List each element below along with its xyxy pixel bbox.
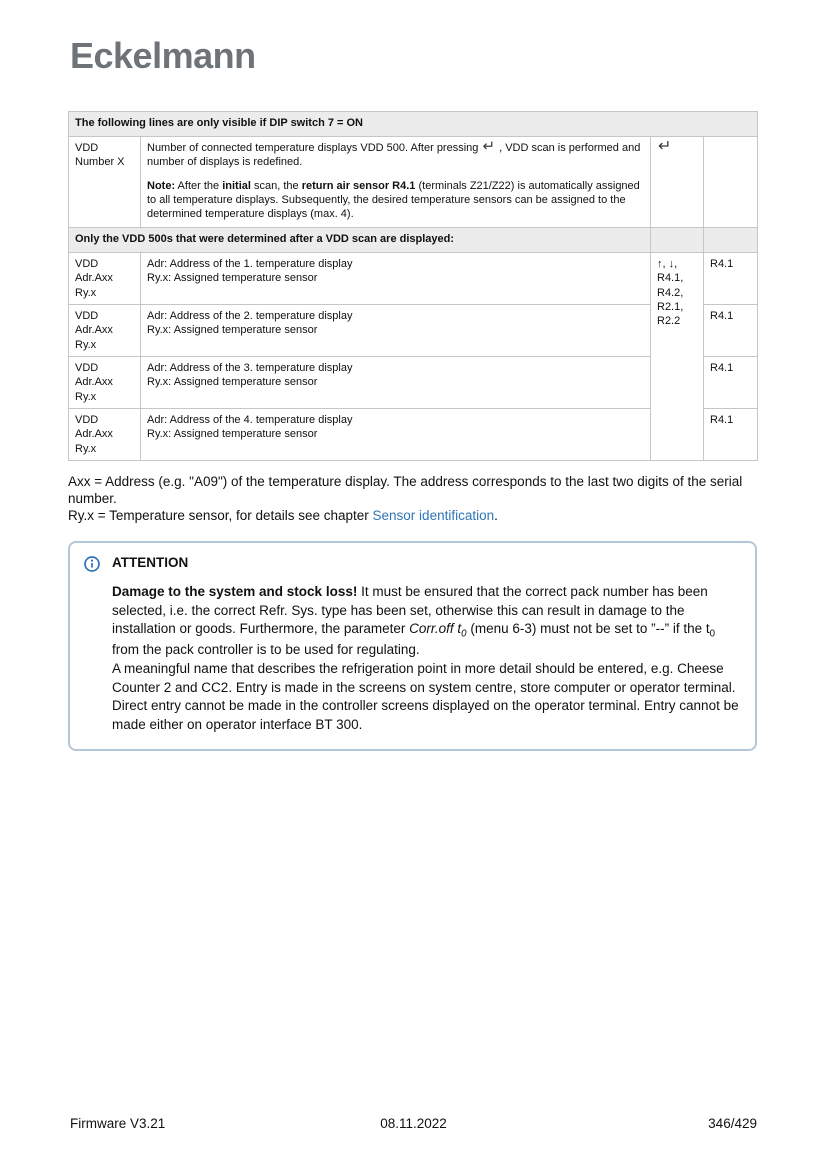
footer-firmware-version: Firmware V3.21 bbox=[70, 1116, 166, 1131]
enter-icon: ↵ bbox=[658, 138, 672, 155]
param-name-cell: VDD Adr.Axx Ry.x bbox=[69, 305, 141, 357]
page-footer bbox=[70, 1116, 757, 1131]
param-name-cell: VDD Adr.Axx Ry.x bbox=[69, 357, 141, 409]
default-cell: R4.1 bbox=[704, 409, 758, 461]
attention-body bbox=[112, 583, 743, 734]
company-logo: Eckelmann bbox=[70, 35, 256, 76]
document-page bbox=[68, 0, 757, 751]
keys-cell bbox=[651, 137, 704, 228]
attention-box bbox=[68, 541, 757, 750]
empty-header-cell bbox=[704, 228, 758, 253]
param-name-cell: VDD Adr.Axx Ry.x bbox=[69, 409, 141, 461]
keys-cell: ↑, ↓, R4.1, R4.2, R2.1, R2.2 bbox=[651, 253, 704, 461]
table-section-header-dip7 bbox=[69, 112, 758, 137]
section-header-text: Only the VDD 500s that were determined after a VDD scan are displayed: bbox=[69, 228, 651, 253]
table-section-header-scan bbox=[69, 228, 758, 253]
default-cell bbox=[704, 137, 758, 228]
table-row-display-1 bbox=[69, 253, 758, 305]
param-name-cell: VDD Adr.Axx Ry.x bbox=[69, 253, 141, 305]
legend-notes bbox=[68, 473, 757, 524]
table-row-vdd-number bbox=[69, 137, 758, 228]
attention-paragraph-2: A meaningful name that describes the refrigeration point in more detail should be entered, e.g. Cheese Counter 2 and CC2. Entry is made in the screens on system centre, store computer or operator terminal. Direct entry cannot be made in the controller screens displayed on the operator terminal. Entry cannot be made either on operator interface BT 300. bbox=[112, 661, 739, 732]
default-cell: R4.1 bbox=[704, 305, 758, 357]
attention-title: ATTENTION bbox=[112, 555, 189, 571]
param-desc-cell bbox=[141, 137, 651, 228]
parameter-table bbox=[68, 111, 758, 461]
attention-header bbox=[84, 554, 743, 573]
legend-line-ryx: Ry.x = Temperature sensor, for details see chapter Sensor identification. bbox=[68, 508, 498, 524]
default-cell: R4.1 bbox=[704, 253, 758, 305]
attention-paragraph-1: Damage to the system and stock loss! It must be ensured that the correct pack number has been selected, i.e. the correct Refr. Sys. type has been set, otherwise this can result in damage to the installation or goods. Furthermore, the parameter Corr.off $t_0$ (menu 6-3) must not be set to ”--” if the $t_0$ from the pack controller is to be used for regulating. bbox=[112, 584, 716, 658]
param-desc-text: Number of connected temperature displays VDD 500. After pressing ↵ , VDD scan is performed and number of displays is redefined. bbox=[147, 138, 641, 169]
sensor-identification-link[interactable]: Sensor identification bbox=[372, 508, 495, 524]
param-desc-cell: Adr: Address of the 1. temperature display Ry.x: Assigned temperature sensor bbox=[141, 253, 651, 305]
default-cell: R4.1 bbox=[704, 357, 758, 409]
section-header-text: The following lines are only visible if DIP switch 7 = ON bbox=[69, 112, 758, 137]
param-name-cell: VDD Number X bbox=[69, 137, 141, 228]
param-note-text: Note: After the initial scan, the return air sensor R4.1 (terminals Z21/Z22) is automatically assigned to all temperature displays. Subsequently, the desired temperature sensors can be assigned to the determined temperature displays (max. 4). bbox=[147, 179, 640, 221]
param-desc-cell: Adr: Address of the 3. temperature display Ry.x: Assigned temperature sensor bbox=[141, 357, 651, 409]
info-icon bbox=[84, 556, 100, 572]
footer-date: 08.11.2022 bbox=[380, 1116, 447, 1131]
empty-header-cell bbox=[651, 228, 704, 253]
enter-icon: ↵ bbox=[482, 138, 496, 155]
param-desc-cell: Adr: Address of the 4. temperature display Ry.x: Assigned temperature sensor bbox=[141, 409, 651, 461]
legend-line-axx: Axx = Address (e.g. "A09") of the temperature display. The address corresponds to the last two digits of the serial number. bbox=[68, 474, 743, 507]
param-desc-cell: Adr: Address of the 2. temperature display Ry.x: Assigned temperature sensor bbox=[141, 305, 651, 357]
footer-page-number: 346/429 bbox=[708, 1116, 757, 1131]
